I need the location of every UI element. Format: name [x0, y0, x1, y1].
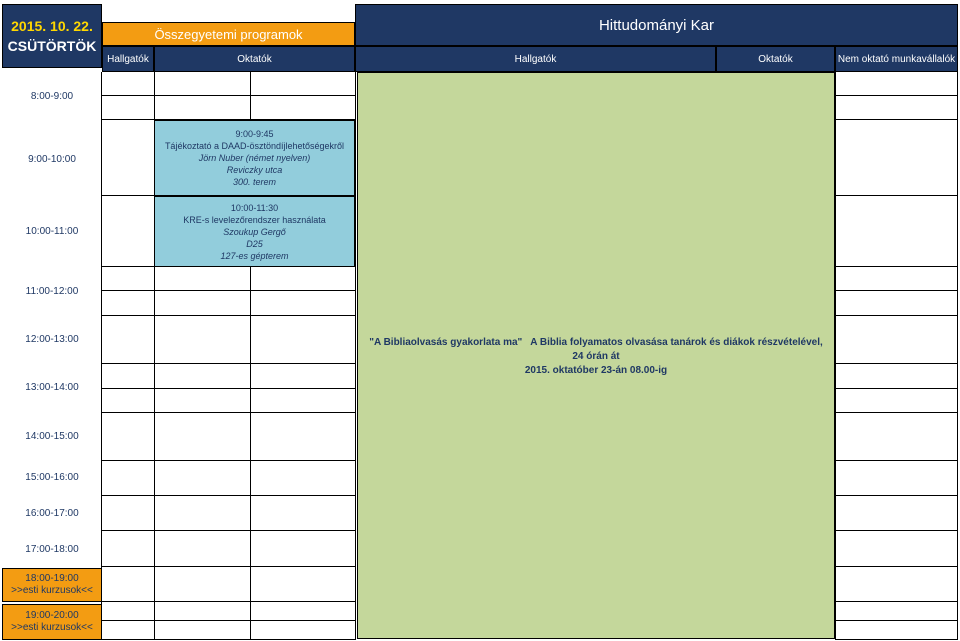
- faculty-students-header: [355, 46, 716, 72]
- university-teachers-header: [154, 46, 355, 72]
- date-line1: 2015. 10. 22.: [11, 18, 93, 34]
- faculty-students-label: Hallgatók: [514, 53, 557, 65]
- time-slot-16: 16:00-17:00: [25, 507, 79, 519]
- evening-slot-19-note: >>esti kurzusok<<: [11, 622, 93, 633]
- time-slot-14: 14:00-15:00: [25, 430, 79, 442]
- date-line2: CSÜTÖRTÖK: [7, 38, 97, 54]
- faculty-teachers-label: Oktatók: [758, 53, 793, 65]
- faculty-event-line2: 24 órán át: [572, 351, 620, 362]
- session-daad-speaker: Jörn Nuber (német nyelven): [198, 153, 311, 163]
- faculty-event-text: [358, 336, 834, 378]
- faculty-event-line1: "A Bibliaolvasás gyakorlata ma" A Biblia folyamatos olvasása tanárok és diákok részvételével,: [369, 337, 823, 348]
- faculty-event-line3: 2015. oktatóber 23-án 08.00-ig: [524, 365, 668, 376]
- evening-slot-19: [2, 604, 102, 640]
- time-slot-12: 12:00-13:00: [25, 333, 79, 345]
- university-students-header: [102, 46, 154, 72]
- session-daad-place: Reviczky utca: [226, 165, 283, 175]
- session-daad-time: 9:00-9:45: [235, 129, 274, 139]
- faculty-nonteaching-header: [835, 46, 958, 72]
- time-slot-10: 10:00-11:00: [25, 225, 79, 237]
- faculty-title: [355, 4, 958, 46]
- session-daad-title: Tájékoztató a DAAD-ösztöndíjlehetőségekről: [164, 141, 345, 151]
- time-slot-17: 17:00-18:00: [25, 543, 79, 555]
- faculty-nonteaching-label: Nem oktató munkavállalók: [837, 53, 956, 65]
- session-mail-system[interactable]: [154, 196, 355, 267]
- session-mail-place: D25: [246, 238, 263, 249]
- faculty-title-text: Hittudományi Kar: [598, 16, 715, 34]
- session-mail-speaker: Szoukup Gergő: [223, 226, 286, 237]
- university-title-text: Összegyetemi programok: [154, 26, 303, 42]
- session-mail-time: 10:00-11:30: [230, 202, 279, 213]
- session-daad[interactable]: [154, 120, 355, 196]
- evening-slot-18: [2, 568, 102, 602]
- time-slot-8: 8:00-9:00: [30, 90, 74, 102]
- university-programs-title: [102, 22, 355, 46]
- session-daad-room: 300. terem: [232, 177, 277, 187]
- time-slot-15: 15:00-16:00: [25, 471, 79, 483]
- evening-slot-18-note: >>esti kurzusok<<: [11, 585, 93, 596]
- faculty-teachers-header: [716, 46, 835, 72]
- faculty-bible-event[interactable]: [357, 72, 835, 639]
- university-teachers-label: Oktatók: [237, 53, 272, 65]
- session-mail-room: 127-es gépterem: [220, 250, 289, 261]
- session-mail-title: KRE-s levelezőrendszer használata: [183, 214, 326, 225]
- time-slot-9: 9:00-10:00: [28, 153, 76, 165]
- evening-slot-19-time: 19:00-20:00: [25, 610, 79, 621]
- university-students-label: Hallgatók: [107, 53, 149, 65]
- time-slot-11: 11:00-12:00: [25, 285, 79, 297]
- time-slot-13: 13:00-14:00: [25, 381, 79, 393]
- date-header: [2, 4, 102, 68]
- evening-slot-18-time: 18:00-19:00: [25, 573, 79, 584]
